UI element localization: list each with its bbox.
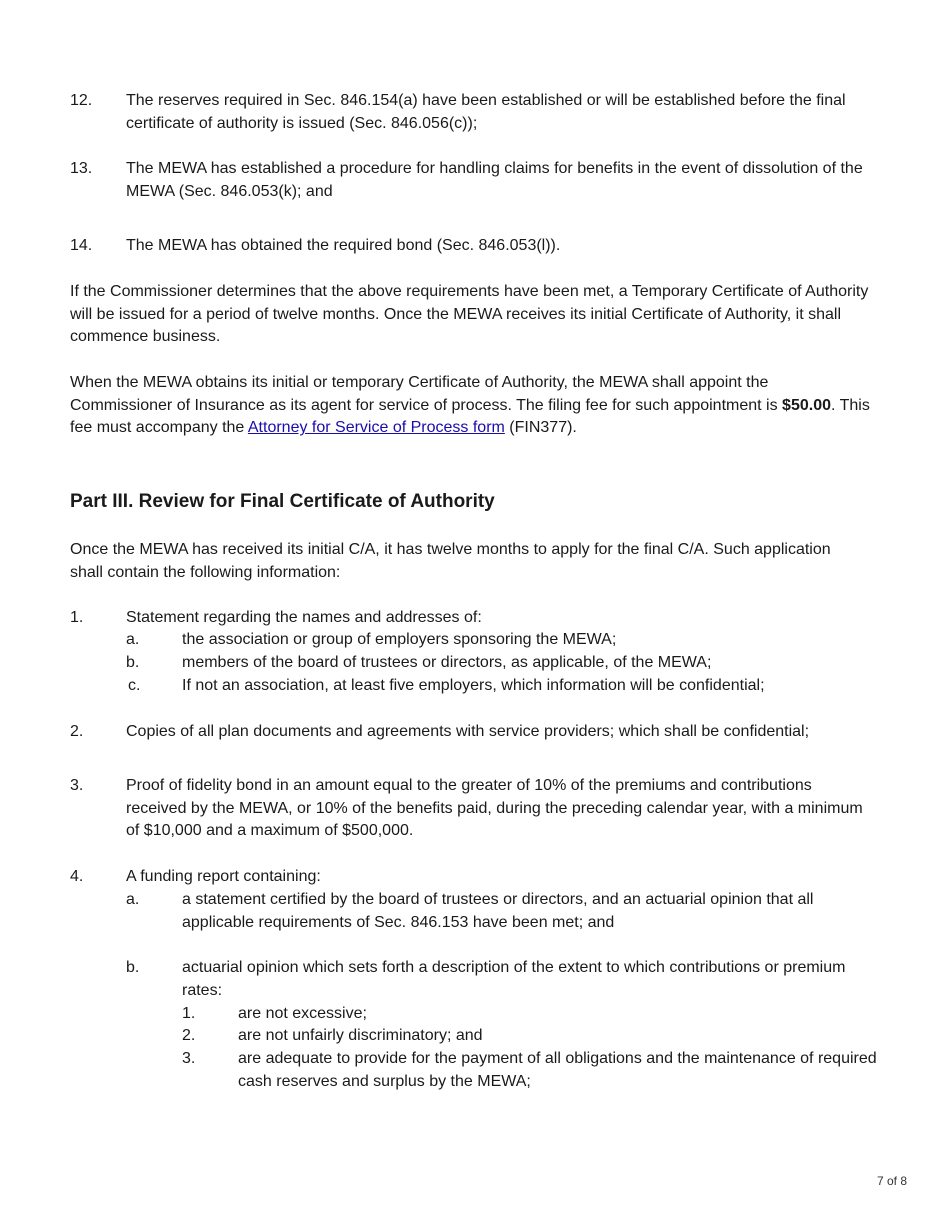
- sublist-item-text: are not excessive;: [238, 1005, 367, 1022]
- list-item-text: Statement regarding the names and addresses of:: [126, 609, 482, 626]
- paragraph-temporary-certificate: If the Commissioner determines that the above requirements have been met, a Temporary Certificate of Authority will be issued for a period of twelve months. Once the MEWA receives its initial Certificate of Authority, it shall commence business.: [70, 283, 869, 346]
- section-intro: Once the MEWA has received its initial C/A, it has twelve months to apply for the final C/A. Such application shall contain the following information:: [70, 541, 831, 581]
- sublist-item-text: actuarial opinion which sets forth a description of the extent to which contributions or premium rates:: [182, 959, 846, 999]
- list-item-text: Proof of fidelity bond in an amount equal to the greater of 10% of the premiums and contributions received by the MEWA, or 10% of the benefits paid, during the preceding calendar year, with a minimum of $10,000 and a maximum of $500,000.: [126, 777, 863, 840]
- sublist-item-text: are not unfairly discriminatory; and: [238, 1027, 483, 1044]
- sublist-letter: a.: [126, 631, 140, 648]
- list-item-text: The reserves required in Sec. 846.154(a) have been established or will be established before the final certificate of authority is issued (Sec. 846.056(c));: [126, 92, 846, 132]
- paragraph-text: . This fee must accompany the: [70, 396, 870, 437]
- list-item-text: The MEWA has obtained the required bond (Sec. 846.053(l)).: [126, 237, 561, 254]
- paragraph-agent-appointment: [70, 372, 870, 440]
- sublist-number: 1.: [182, 1005, 196, 1022]
- list-number: 2.: [70, 723, 84, 740]
- paragraph-text: When the MEWA obtains its initial or temporary Certificate of Authority, the MEWA shall appoint the Commissioner of Insurance as its agent for service of process. The filing fee for such appointment is: [70, 374, 783, 414]
- sublist-letter: b.: [126, 654, 140, 671]
- list-item-text: A funding report containing:: [126, 868, 321, 885]
- sublist-letter: b.: [126, 959, 140, 976]
- sublist-item-text: are adequate to provide for the payment of all obligations and the maintenance of required cash reserves and surplus by the MEWA;: [238, 1050, 877, 1090]
- list-number: 4.: [70, 868, 84, 885]
- list-number: 12.: [70, 92, 93, 109]
- sublist-item-text: the association or group of employers sponsoring the MEWA;: [182, 631, 617, 648]
- attorney-form-link[interactable]: Attorney for Service of Process form: [247, 419, 505, 437]
- sublist-letter: c.: [128, 677, 141, 694]
- list-number: 13.: [70, 160, 93, 177]
- page-number: 7 of 8: [876, 1174, 907, 1188]
- list-number: 1.: [70, 609, 84, 626]
- list-item-text: The MEWA has established a procedure for handling claims for benefits in the event of dissolution of the MEWA (Sec. 846.053(k); and: [126, 160, 863, 200]
- section-heading: Part III. Review for Final Certificate of Authority: [70, 491, 495, 512]
- sublist-item-text: a statement certified by the board of trustees or directors, and an actuarial opinion that all applicable requirements of Sec. 846.153 have been met; and: [182, 891, 814, 931]
- sublist-number: 3.: [182, 1050, 196, 1067]
- paragraph-text: (FIN377).: [504, 419, 577, 437]
- list-number: 3.: [70, 777, 84, 794]
- sublist-letter: a.: [126, 891, 140, 908]
- sublist-item-text: If not an association, at least five employers, which information will be confidential;: [182, 677, 765, 694]
- list-item-text: Copies of all plan documents and agreements with service providers; which shall be confidential;: [126, 723, 810, 740]
- list-number: 14.: [70, 237, 93, 254]
- filing-fee: $50.00: [782, 396, 831, 414]
- sublist-number: 2.: [182, 1027, 196, 1044]
- sublist-item-text: members of the board of trustees or directors, as applicable, of the MEWA;: [182, 654, 712, 671]
